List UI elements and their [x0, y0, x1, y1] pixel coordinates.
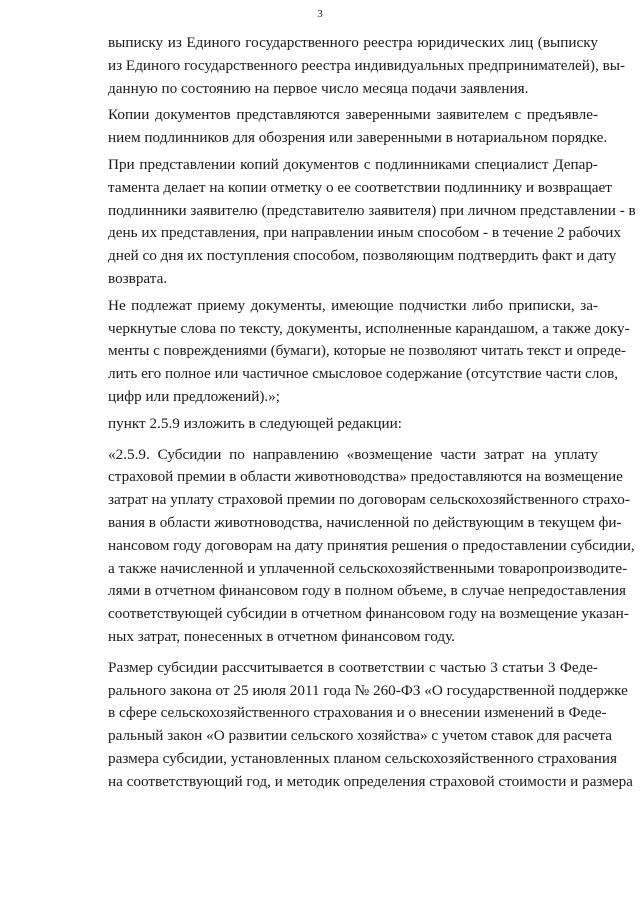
text-line: а также начисленной и уплаченной сельскохозяйственными товаропроизводите- — [108, 559, 628, 577]
text-line: пункт 2.5.9 изложить в следующей редакции: — [108, 414, 402, 432]
paragraph-4 — [74, 295, 630, 409]
paragraph-3 — [74, 154, 636, 291]
text-line: из Единого государственного реестра индивидуальных предпринимателей), вы- — [108, 56, 626, 74]
text-line: Копии документов представляются заверенными заявителем с предъявле- — [108, 106, 598, 124]
text-line: «2.5.9. Субсидии по направлению «возмещение части затрат на уплату — [108, 445, 598, 463]
text-line: дней со дня их поступления способом, позволяющим подтвердить факт и дату — [108, 247, 617, 265]
text-line: При представлении копий документов с подлинниками специалист Депар- — [108, 155, 598, 173]
text-line: нансовом году договорам на дату принятия решения о предоставлении субсидии, — [108, 536, 635, 554]
text-line: нием подлинников для обозрения или заверенными в нотариальном порядке. — [108, 129, 608, 147]
paragraph-5 — [74, 413, 598, 436]
text-line: менты с повреждениями (бумаги), которые не позволяют читать текст и опреде- — [108, 342, 626, 360]
text-line: лями в отчетном финансовом году в полном объеме, в случае непредоставления — [108, 582, 627, 600]
text-line: возврата. — [108, 269, 168, 287]
text-line: ральный закон «О развитии сельского хозяйства» с учетом ставок для расчета — [108, 727, 612, 745]
text-line: рального закона от 25 июля 2011 года № 260-ФЗ «О государственной поддержке — [108, 681, 628, 699]
document-body — [74, 32, 636, 798]
text-line: страховой премии в области животноводства» предоставляются на возмещение — [108, 468, 623, 486]
text-line: подлинники заявителю (представителю заявителя) при личном представлении - в — [108, 201, 636, 219]
text-line: цифр или предложений).»; — [108, 387, 280, 405]
text-line: черкнутые слова по тексту, документы, исполненные карандашом, а также доку- — [108, 319, 630, 337]
text-line: Размер субсидии рассчитывается в соответствии с частью 3 статьи 3 Феде- — [108, 658, 598, 676]
paragraph-6 — [74, 444, 635, 649]
paragraph-2 — [74, 104, 608, 150]
text-line: ных затрат, понесенных в отчетном финансовом году. — [108, 627, 455, 645]
paragraph-7 — [74, 657, 633, 794]
text-line: выписку из Единого государственного реестра юридических лиц (выписку — [108, 34, 598, 51]
text-line: тамента делает на копии отметку о ее соответствии подлиннику и возвращает — [108, 178, 612, 196]
text-line: соответствующей субсидии в отчетном финансовом году на возмещение указан- — [108, 605, 629, 623]
text-line: затрат на уплату страховой премии по договорам сельскохозяйственного страхо- — [108, 491, 630, 509]
text-line: на соответствующий год, и методик определения страховой стоимости и размера — [108, 772, 633, 790]
text-line: данную по состоянию на первое число месяца подачи заявления. — [108, 79, 529, 97]
text-line: Не подлежат приему документы, имеющие подчистки либо приписки, за- — [108, 296, 598, 314]
text-line: лить его полное или частичное смысловое содержание (отсутствие части слов, — [108, 365, 619, 383]
text-line: размера субсидии, установленных планом сельскохозяйственного страхования — [108, 749, 617, 767]
text-line: в сфере сельскохозяйственного страхования и о внесении изменений в Феде- — [108, 704, 607, 722]
text-line: день их представления, при направлении иным способом - в течение 2 рабочих — [108, 224, 621, 242]
page-number: 3 — [317, 8, 323, 20]
paragraph-1 — [74, 32, 626, 100]
text-line: вания в области животноводства, начисленной по действующим в текущем фи- — [108, 513, 622, 531]
